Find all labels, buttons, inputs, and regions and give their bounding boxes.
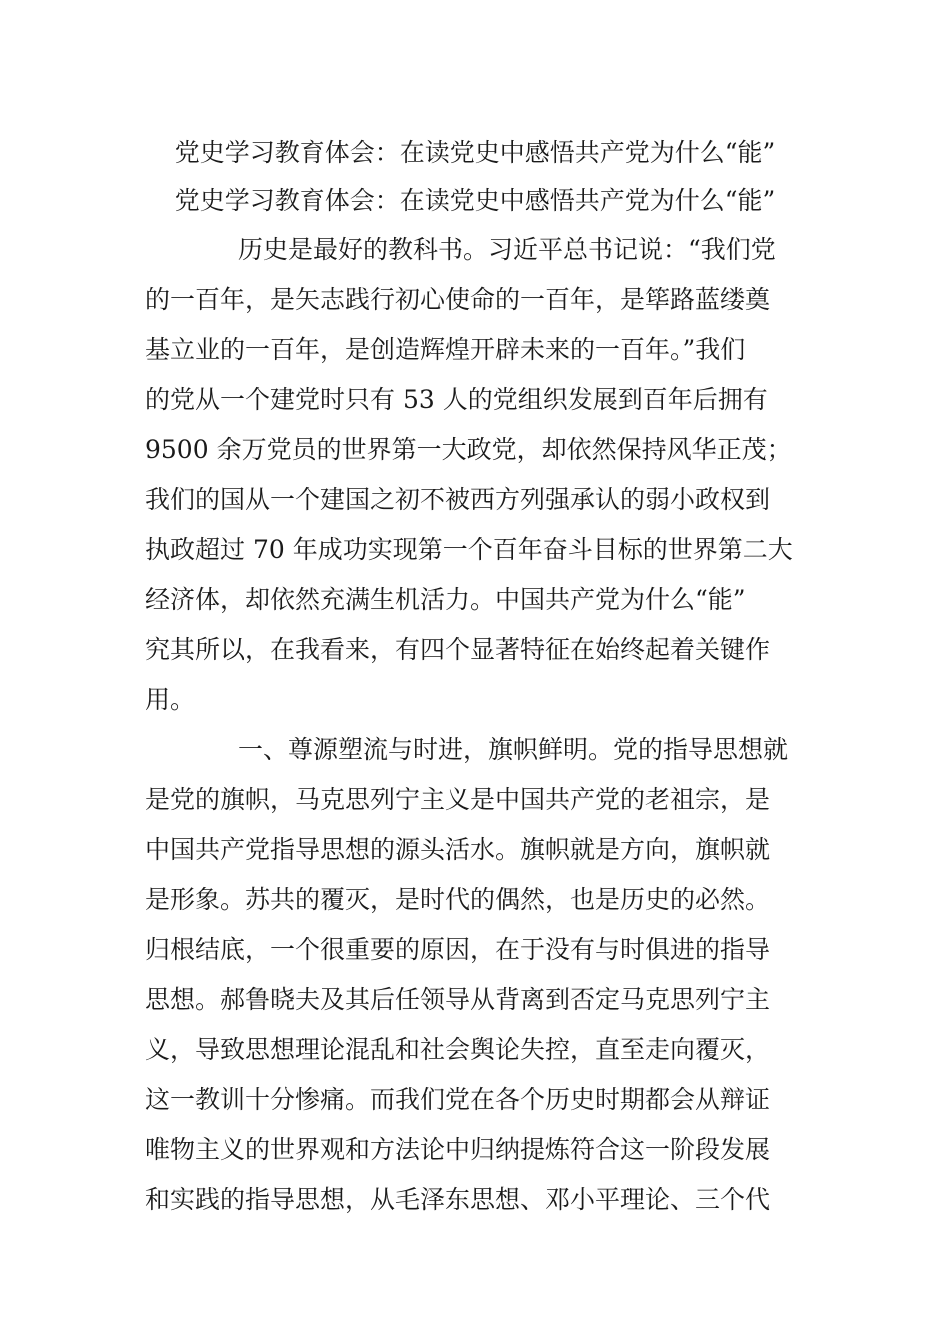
body-line: 的党从一个建党时只有 53 人的党组织发展到百年后拥有 [145,385,768,414]
body-line: 9500 余万党员的世界第一大政党，却依然保持风华正茂； [145,435,792,464]
body-line: 思想。郝鲁晓夫及其后任领导从背离到否定马克思列宁主 [145,985,771,1014]
document-title: 党史学习教育体会：在读党史中感悟共产党为什么“能” [174,138,776,167]
body-line: 归根结底，一个很重要的原因，在于没有与时俱进的指导 [145,935,771,964]
body-line: 是党的旗帜，马克思列宁主义是中国共产党的老祖宗，是 [145,785,771,814]
body-line: 执政超过 70 年成功实现第一个百年奋斗目标的世界第二大 [145,535,793,564]
body-line: 是形象。苏共的覆灭，是时代的偶然，也是历史的必然。 [145,885,771,914]
body-line: 历史是最好的教科书。习近平总书记说：“我们党 [238,235,776,264]
body-line: 的一百年，是矢志践行初心使命的一百年，是筚路蓝缕奠 [145,285,771,314]
body-line: 义，导致思想理论混乱和社会舆论失控，直至走向覆灭， [145,1035,771,1064]
body-line: 用。 [145,685,196,714]
body-line: 和实践的指导思想，从毛泽东思想、邓小平理论、三个代 [145,1185,771,1214]
body-line: 中国共产党指导思想的源头活水。旗帜就是方向，旗帜就 [145,835,771,864]
body-line: 这一教训十分惨痛。而我们党在各个历史时期都会从辩证 [145,1085,771,1114]
body-line: 我们的国从一个建国之初不被西方列强承认的弱小政权到 [145,485,771,514]
body-line: 基立业的一百年，是创造辉煌开辟未来的一百年。”我们 [145,335,746,364]
body-line: 究其所以，在我看来，有四个显著特征在始终起着关键作 [145,635,771,664]
body-line: 一、尊源塑流与时进，旗帜鲜明。党的指导思想就 [238,735,789,764]
body-line: 经济体，却依然充满生机活力。中国共产党为什么“能” [145,585,746,614]
body-line: 唯物主义的世界观和方法论中归纳提炼符合这一阶段发展 [145,1135,771,1164]
document-title-repeat: 党史学习教育体会：在读党史中感悟共产党为什么“能” [174,186,776,215]
